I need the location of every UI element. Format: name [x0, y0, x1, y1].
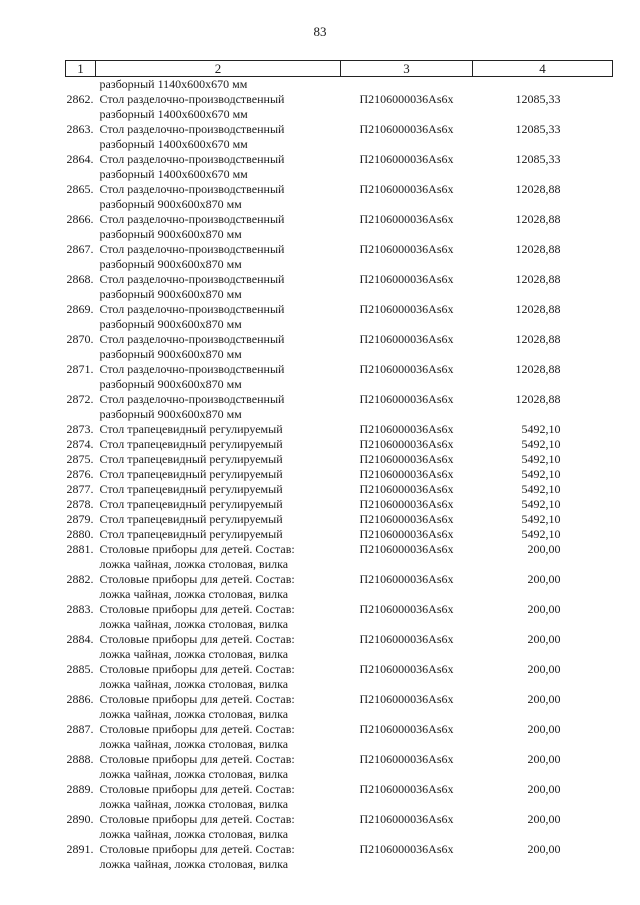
- row-code: П2106000036Аѕ6х: [359, 527, 454, 541]
- row-name: [96, 92, 341, 122]
- row-name: [96, 302, 341, 332]
- row-number: 2878.: [66, 497, 94, 511]
- row-name: [96, 842, 341, 872]
- table-row: [66, 392, 613, 422]
- row-code: П2106000036Аѕ6х: [359, 752, 454, 766]
- row-name-line-1: Стол разделочно-производственный: [99, 212, 285, 226]
- row-name: [96, 482, 341, 497]
- table-row: [66, 182, 613, 212]
- table-row: [66, 242, 613, 272]
- row-name: [96, 122, 341, 152]
- row-number: 2884.: [66, 632, 94, 646]
- row-code: П2106000036Аѕ6х: [359, 497, 454, 511]
- row-name-line-2: разборный 900х600х870 мм: [99, 377, 242, 391]
- row-name-line-2: ложка чайная, ложка столовая, вилка: [99, 677, 289, 691]
- row-code: П2106000036Аѕ6х: [359, 152, 454, 166]
- row-name: [96, 452, 341, 467]
- row-name-line-2: разборный 900х600х870 мм: [99, 407, 242, 421]
- row-name-line-2: разборный 900х600х870 мм: [99, 257, 242, 271]
- row-name-line-1: Столовые приборы для детей. Состав:: [99, 752, 295, 766]
- row-price: 5492,10: [521, 422, 561, 436]
- row-name-line-1: Стол разделочно-производственный: [99, 332, 285, 346]
- row-name-line-2: разборный 900х600х870 мм: [99, 317, 242, 331]
- row-code: П2106000036Аѕ6х: [359, 212, 454, 226]
- items-table: [65, 60, 613, 872]
- row-number: 2885.: [66, 662, 94, 676]
- row-number: 2864.: [66, 152, 94, 166]
- row-name-line-1: Столовые приборы для детей. Состав:: [99, 842, 295, 856]
- row-price: 200,00: [527, 662, 561, 676]
- row-code: П2106000036Аѕ6х: [359, 362, 454, 376]
- table-row: [66, 512, 613, 527]
- table-row: [66, 452, 613, 467]
- row-price: 5492,10: [521, 467, 561, 481]
- table-row: [66, 422, 613, 437]
- row-name-line-2: разборный 900х600х870 мм: [99, 227, 242, 241]
- row-code: П2106000036Аѕ6х: [359, 572, 454, 586]
- row-name-line-1: Стол трапецевидный регулируемый: [99, 437, 283, 451]
- row-price: 12028,88: [515, 212, 561, 226]
- row-name: [96, 437, 341, 452]
- row-number: 2881.: [66, 542, 94, 556]
- row-code: П2106000036Аѕ6х: [359, 422, 454, 436]
- row-number: 2870.: [66, 332, 94, 346]
- row-name-line-2: ложка чайная, ложка столовая, вилка: [99, 767, 289, 781]
- row-number: 2862.: [66, 92, 94, 106]
- table-row: [66, 752, 613, 782]
- row-name: [96, 632, 341, 662]
- row-number: 2879.: [66, 512, 94, 526]
- row-price: 200,00: [527, 782, 561, 796]
- row-code: П2106000036Аѕ6х: [359, 182, 454, 196]
- table-header: [66, 61, 613, 77]
- continuation-row: [66, 77, 613, 93]
- row-price: 5492,10: [521, 497, 561, 511]
- row-number: 2882.: [66, 572, 94, 586]
- row-name: [96, 692, 341, 722]
- row-name: [96, 497, 341, 512]
- row-number: 2886.: [66, 692, 94, 706]
- table-row: [66, 632, 613, 662]
- row-number: 2890.: [66, 812, 94, 826]
- header-row: [66, 61, 613, 77]
- row-price: 12085,33: [515, 92, 561, 106]
- row-price: 12028,88: [515, 182, 561, 196]
- row-number: 2869.: [66, 302, 94, 316]
- table-row: [66, 722, 613, 752]
- row-price: 12085,33: [515, 122, 561, 136]
- table-row: [66, 572, 613, 602]
- table-body: [66, 77, 613, 873]
- row-name-line-2: ложка чайная, ложка столовая, вилка: [99, 707, 289, 721]
- table-row: [66, 662, 613, 692]
- row-name: [96, 752, 341, 782]
- row-code: П2106000036Аѕ6х: [359, 467, 454, 481]
- row-number: 2891.: [66, 842, 94, 856]
- row-name-line-2: ложка чайная, ложка столовая, вилка: [99, 857, 289, 871]
- row-name: [96, 182, 341, 212]
- table-row: [66, 692, 613, 722]
- row-name: [96, 782, 341, 812]
- row-name-line-1: Столовые приборы для детей. Состав:: [99, 662, 295, 676]
- row-name: [96, 332, 341, 362]
- table-row: [66, 812, 613, 842]
- row-code: П2106000036Аѕ6х: [359, 437, 454, 451]
- row-name: [96, 512, 341, 527]
- row-name: [96, 722, 341, 752]
- row-number: 2883.: [66, 602, 94, 616]
- row-name-line-1: Столовые приборы для детей. Состав:: [99, 602, 295, 616]
- row-name: [96, 812, 341, 842]
- row-number: 2865.: [66, 182, 94, 196]
- table-row: [66, 842, 613, 872]
- row-name-line-2: ложка чайная, ложка столовая, вилка: [99, 737, 289, 751]
- row-code: П2106000036Аѕ6х: [359, 632, 454, 646]
- row-name-line-1: Стол трапецевидный регулируемый: [99, 452, 283, 466]
- row-price: 5492,10: [521, 527, 561, 541]
- row-code: П2106000036Аѕ6х: [359, 542, 454, 556]
- table-row: [66, 782, 613, 812]
- table-row: [66, 152, 613, 182]
- row-code: П2106000036Аѕ6х: [359, 272, 454, 286]
- table-row: [66, 362, 613, 392]
- row-price: 5492,10: [521, 482, 561, 496]
- row-name-line-1: Стол трапецевидный регулируемый: [99, 482, 283, 496]
- row-code: П2106000036Аѕ6х: [359, 812, 454, 826]
- table-row: [66, 467, 613, 482]
- table-row: [66, 302, 613, 332]
- table-row: [66, 602, 613, 632]
- row-code: П2106000036Аѕ6х: [359, 782, 454, 796]
- row-name-line-2: ложка чайная, ложка столовая, вилка: [99, 827, 289, 841]
- row-name-line-1: Столовые приборы для детей. Состав:: [99, 722, 295, 736]
- row-code: П2106000036Аѕ6х: [359, 692, 454, 706]
- page-number: 83: [313, 24, 327, 39]
- row-name: [96, 572, 341, 602]
- row-name-line-1: Стол разделочно-производственный: [99, 362, 285, 376]
- table-row: [66, 527, 613, 542]
- row-name-line-1: Стол разделочно-производственный: [99, 122, 285, 136]
- row-code: П2106000036Аѕ6х: [359, 122, 454, 136]
- row-name: [96, 392, 341, 422]
- row-name-line-1: Стол разделочно-производственный: [99, 92, 285, 106]
- row-code: П2106000036Аѕ6х: [359, 512, 454, 526]
- row-name-line-1: Столовые приборы для детей. Состав:: [99, 692, 295, 706]
- row-name: [96, 662, 341, 692]
- row-code: П2106000036Аѕ6х: [359, 392, 454, 406]
- row-number: 2889.: [66, 782, 94, 796]
- table-row: [66, 497, 613, 512]
- row-code: П2106000036Аѕ6х: [359, 332, 454, 346]
- column-header-code: 3: [341, 61, 473, 77]
- row-name-line-1: Стол трапецевидный регулируемый: [99, 467, 283, 481]
- row-name-line-2: ложка чайная, ложка столовая, вилка: [99, 587, 289, 601]
- table-row: [66, 482, 613, 497]
- row-name: [96, 602, 341, 632]
- row-price: 12085,33: [515, 152, 561, 166]
- row-price: 12028,88: [515, 392, 561, 406]
- row-name-line-2: разборный 1400х600х670 мм: [99, 167, 248, 181]
- row-price: 200,00: [527, 752, 561, 766]
- row-name-line-2: разборный 900х600х870 мм: [99, 287, 242, 301]
- row-name-line-2: ложка чайная, ложка столовая, вилка: [99, 647, 289, 661]
- row-number: 2866.: [66, 212, 94, 226]
- row-name-line-1: Столовые приборы для детей. Состав:: [99, 542, 295, 556]
- row-price: 200,00: [527, 692, 561, 706]
- row-number: 2868.: [66, 272, 94, 286]
- table-row: [66, 212, 613, 242]
- table-row: [66, 332, 613, 362]
- row-code: П2106000036Аѕ6х: [359, 302, 454, 316]
- row-name-line-1: Стол трапецевидный регулируемый: [99, 422, 283, 436]
- row-price: 12028,88: [515, 362, 561, 376]
- row-code: П2106000036Аѕ6х: [359, 662, 454, 676]
- row-price: 5492,10: [521, 452, 561, 466]
- row-number: 2872.: [66, 392, 94, 406]
- row-price: 12028,88: [515, 242, 561, 256]
- row-name-line-1: Стол трапецевидный регулируемый: [99, 497, 283, 511]
- row-number: 2880.: [66, 527, 94, 541]
- row-name-line-1: Столовые приборы для детей. Состав:: [99, 572, 295, 586]
- row-name-line-1: Стол разделочно-производственный: [99, 152, 285, 166]
- row-name-line-1: Столовые приборы для детей. Состав:: [99, 782, 295, 796]
- row-name: [96, 467, 341, 482]
- row-number: 2871.: [66, 362, 94, 376]
- row-name: [96, 272, 341, 302]
- row-price: 5492,10: [521, 512, 561, 526]
- row-name: [96, 527, 341, 542]
- row-name-line-1: Стол разделочно-производственный: [99, 182, 285, 196]
- table-row: [66, 437, 613, 452]
- row-name: [96, 422, 341, 437]
- row-name-line-1: Стол трапецевидный регулируемый: [99, 527, 283, 541]
- row-number: 2888.: [66, 752, 94, 766]
- row-code: П2106000036Аѕ6х: [359, 842, 454, 856]
- row-number: 2876.: [66, 467, 94, 481]
- row-name-line-2: разборный 1400х600х670 мм: [99, 107, 248, 121]
- row-code: П2106000036Аѕ6х: [359, 452, 454, 466]
- row-name-line-2: разборный 900х600х870 мм: [99, 197, 242, 211]
- row-code: П2106000036Аѕ6х: [359, 242, 454, 256]
- row-name-line-1: Стол разделочно-производственный: [99, 272, 285, 286]
- continuation-text: разборный 1140х600х670 мм: [99, 77, 248, 91]
- row-code: П2106000036Аѕ6х: [359, 722, 454, 736]
- row-name-line-2: ложка чайная, ложка столовая, вилка: [99, 797, 289, 811]
- row-price: 12028,88: [515, 332, 561, 346]
- row-number: 2863.: [66, 122, 94, 136]
- column-header-number: 1: [66, 61, 96, 77]
- row-name: [96, 242, 341, 272]
- table-row: [66, 272, 613, 302]
- row-number: 2875.: [66, 452, 94, 466]
- row-name-line-2: разборный 900х600х870 мм: [99, 347, 242, 361]
- column-header-price: 4: [473, 61, 613, 77]
- row-name-line-1: Стол трапецевидный регулируемый: [99, 512, 283, 526]
- row-code: П2106000036Аѕ6х: [359, 482, 454, 496]
- row-number: 2887.: [66, 722, 94, 736]
- row-price: 200,00: [527, 542, 561, 556]
- row-price: 12028,88: [515, 272, 561, 286]
- row-price: 200,00: [527, 602, 561, 616]
- row-number: 2873.: [66, 422, 94, 436]
- row-name: [96, 362, 341, 392]
- row-name: [96, 212, 341, 242]
- row-name-line-2: ложка чайная, ложка столовая, вилка: [99, 557, 289, 571]
- row-name: [96, 542, 341, 572]
- row-name-line-1: Стол разделочно-производственный: [99, 302, 285, 316]
- column-header-name: 2: [96, 61, 341, 77]
- row-number: 2867.: [66, 242, 94, 256]
- row-code: П2106000036Аѕ6х: [359, 92, 454, 106]
- table-row: [66, 122, 613, 152]
- row-number: 2874.: [66, 437, 94, 451]
- row-price: 200,00: [527, 722, 561, 736]
- row-number: 2877.: [66, 482, 94, 496]
- row-name-line-1: Стол разделочно-производственный: [99, 392, 285, 406]
- row-price: 200,00: [527, 812, 561, 826]
- row-price: 200,00: [527, 842, 561, 856]
- row-price: 200,00: [527, 572, 561, 586]
- row-price: 200,00: [527, 632, 561, 646]
- row-name-line-1: Столовые приборы для детей. Состав:: [99, 812, 295, 826]
- row-name-line-1: Столовые приборы для детей. Состав:: [99, 632, 295, 646]
- row-name: [96, 152, 341, 182]
- row-name-line-2: разборный 1400х600х670 мм: [99, 137, 248, 151]
- row-code: П2106000036Аѕ6х: [359, 602, 454, 616]
- table-row: [66, 92, 613, 122]
- row-name-line-1: Стол разделочно-производственный: [99, 242, 285, 256]
- row-price: 5492,10: [521, 437, 561, 451]
- table-row: [66, 542, 613, 572]
- row-price: 12028,88: [515, 302, 561, 316]
- row-name-line-2: ложка чайная, ложка столовая, вилка: [99, 617, 289, 631]
